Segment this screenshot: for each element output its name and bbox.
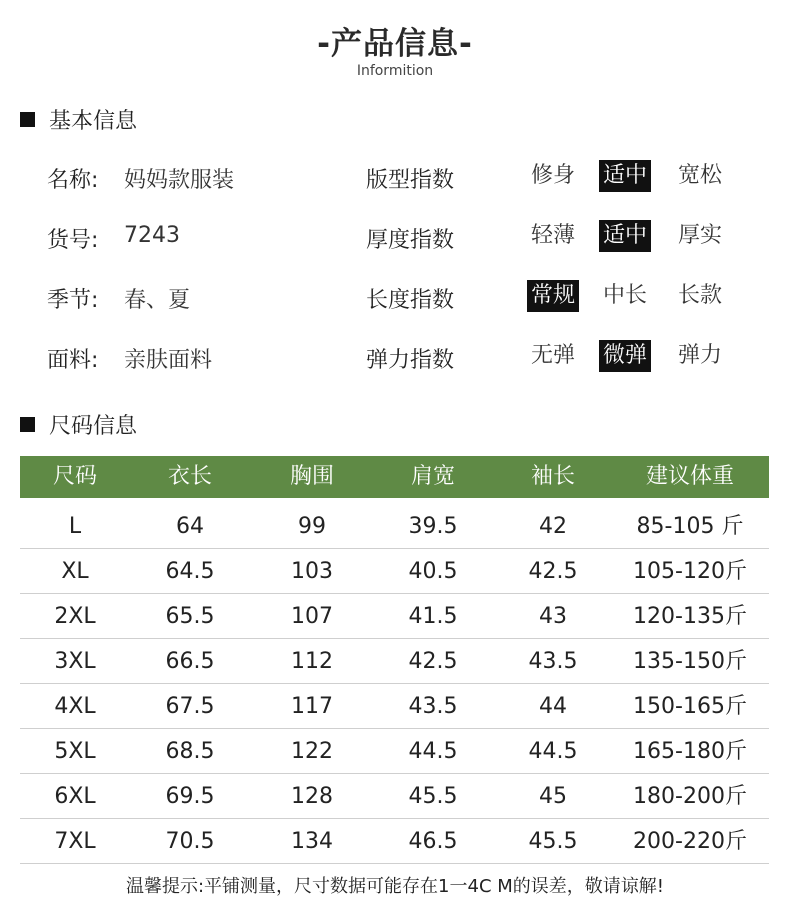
- index-option-selected: 常规: [527, 280, 579, 312]
- cell-shoulder: 41.5: [408, 604, 458, 629]
- cell-shoulder: 42.5: [408, 649, 458, 674]
- cell-length: 64.5: [165, 559, 215, 584]
- column-header-length: 衣长: [167, 464, 212, 489]
- column-header-chest: 胸围: [289, 464, 334, 489]
- cell-length: 64: [176, 514, 204, 539]
- cell-sleeve: 43.5: [528, 649, 578, 674]
- column-header-sleeve: 袖长: [530, 464, 575, 489]
- cell-shoulder: 40.5: [408, 559, 458, 584]
- cell-length: 67.5: [165, 694, 215, 719]
- info-value: 妈妈款服装: [124, 168, 235, 193]
- cell-sleeve: 42: [539, 514, 567, 539]
- info-key: 季节:: [47, 288, 99, 313]
- index-label: 长度指数: [366, 288, 455, 313]
- column-header-shoulder: 肩宽: [410, 464, 455, 489]
- cell-size: 2XL: [54, 604, 96, 629]
- basic-info-header: [20, 104, 137, 134]
- index-option-selected: 适中: [599, 160, 651, 192]
- cell-sleeve: 44: [539, 694, 567, 719]
- basic-info-row: [0, 217, 790, 257]
- cell-chest: 112: [291, 649, 333, 674]
- table-row: [20, 819, 769, 864]
- cell-size: XL: [61, 559, 89, 584]
- column-header-size: 尺码: [52, 464, 97, 489]
- cell-shoulder: 46.5: [408, 829, 458, 854]
- size-table-header: [20, 456, 769, 498]
- table-row: [20, 594, 769, 639]
- info-key: 面料:: [47, 348, 99, 373]
- table-row: [20, 504, 769, 549]
- cell-length: 65.5: [165, 604, 215, 629]
- cell-length: 68.5: [165, 739, 215, 764]
- index-option: 弹力: [678, 343, 723, 368]
- cell-weight: 165-180斤: [633, 739, 747, 764]
- info-value: 7243: [124, 223, 180, 248]
- cell-shoulder: 45.5: [408, 784, 458, 809]
- cell-chest: 128: [291, 784, 333, 809]
- cell-weight: 135-150斤: [633, 649, 747, 674]
- index-option: 修身: [531, 163, 576, 188]
- basic-info-row: [0, 337, 790, 377]
- section-square-icon: [20, 112, 35, 127]
- cell-length: 70.5: [165, 829, 215, 854]
- footer-note: 温馨提示:平铺测量，尺寸数据可能存在1一4C M的误差，敬请谅解!: [125, 876, 664, 897]
- cell-sleeve: 45: [539, 784, 567, 809]
- cell-chest: 134: [291, 829, 333, 854]
- basic-info-title: 基本信息: [49, 108, 138, 134]
- size-info-header: [20, 409, 137, 439]
- cell-chest: 103: [291, 559, 333, 584]
- cell-sleeve: 45.5: [528, 829, 578, 854]
- size-info-title: 尺码信息: [49, 413, 138, 439]
- cell-weight: 120-135斤: [633, 604, 747, 629]
- cell-sleeve: 44.5: [528, 739, 578, 764]
- cell-sleeve: 43: [539, 604, 567, 629]
- info-key: 货号:: [47, 228, 99, 253]
- cell-shoulder: 43.5: [408, 694, 458, 719]
- cell-size: L: [68, 514, 82, 539]
- section-square-icon: [20, 417, 35, 432]
- info-value: 亲肤面料: [124, 348, 213, 373]
- page-subtitle: Informition: [356, 63, 434, 79]
- index-option: 厚实: [678, 223, 723, 248]
- info-value: 春、夏: [124, 288, 191, 313]
- table-row: [20, 774, 769, 819]
- cell-size: 6XL: [54, 784, 96, 809]
- index-option: 中长: [603, 283, 648, 308]
- cell-weight: 200-220斤: [633, 829, 747, 854]
- basic-info-row: [0, 277, 790, 317]
- cell-size: 3XL: [54, 649, 96, 674]
- index-label: 厚度指数: [366, 228, 455, 253]
- cell-weight: 150-165斤: [633, 694, 747, 719]
- index-option: 长款: [678, 283, 723, 308]
- cell-sleeve: 42.5: [528, 559, 578, 584]
- cell-chest: 99: [298, 514, 326, 539]
- cell-weight: 105-120斤: [633, 559, 747, 584]
- index-label: 弹力指数: [366, 348, 455, 373]
- index-option: 无弹: [531, 343, 576, 368]
- page-title: -产品信息-: [317, 26, 473, 62]
- index-option-selected: 适中: [599, 220, 651, 252]
- basic-info-row: [0, 157, 790, 197]
- column-header-weight: 建议体重: [645, 464, 734, 489]
- index-option-selected: 微弹: [599, 340, 651, 372]
- table-row: [20, 549, 769, 594]
- table-row: [20, 639, 769, 684]
- cell-length: 69.5: [165, 784, 215, 809]
- cell-chest: 117: [291, 694, 333, 719]
- table-row: [20, 684, 769, 729]
- cell-shoulder: 44.5: [408, 739, 458, 764]
- cell-chest: 122: [291, 739, 333, 764]
- index-label: 版型指数: [366, 168, 455, 193]
- cell-weight: 180-200斤: [633, 784, 747, 809]
- cell-shoulder: 39.5: [408, 514, 458, 539]
- cell-size: 5XL: [54, 739, 96, 764]
- index-option: 宽松: [678, 163, 723, 188]
- index-option: 轻薄: [531, 223, 576, 248]
- cell-chest: 107: [291, 604, 333, 629]
- cell-size: 7XL: [54, 829, 96, 854]
- cell-size: 4XL: [54, 694, 96, 719]
- cell-length: 66.5: [165, 649, 215, 674]
- table-row: [20, 729, 769, 774]
- cell-weight: 85-105 斤: [636, 514, 744, 539]
- info-key: 名称:: [47, 168, 99, 193]
